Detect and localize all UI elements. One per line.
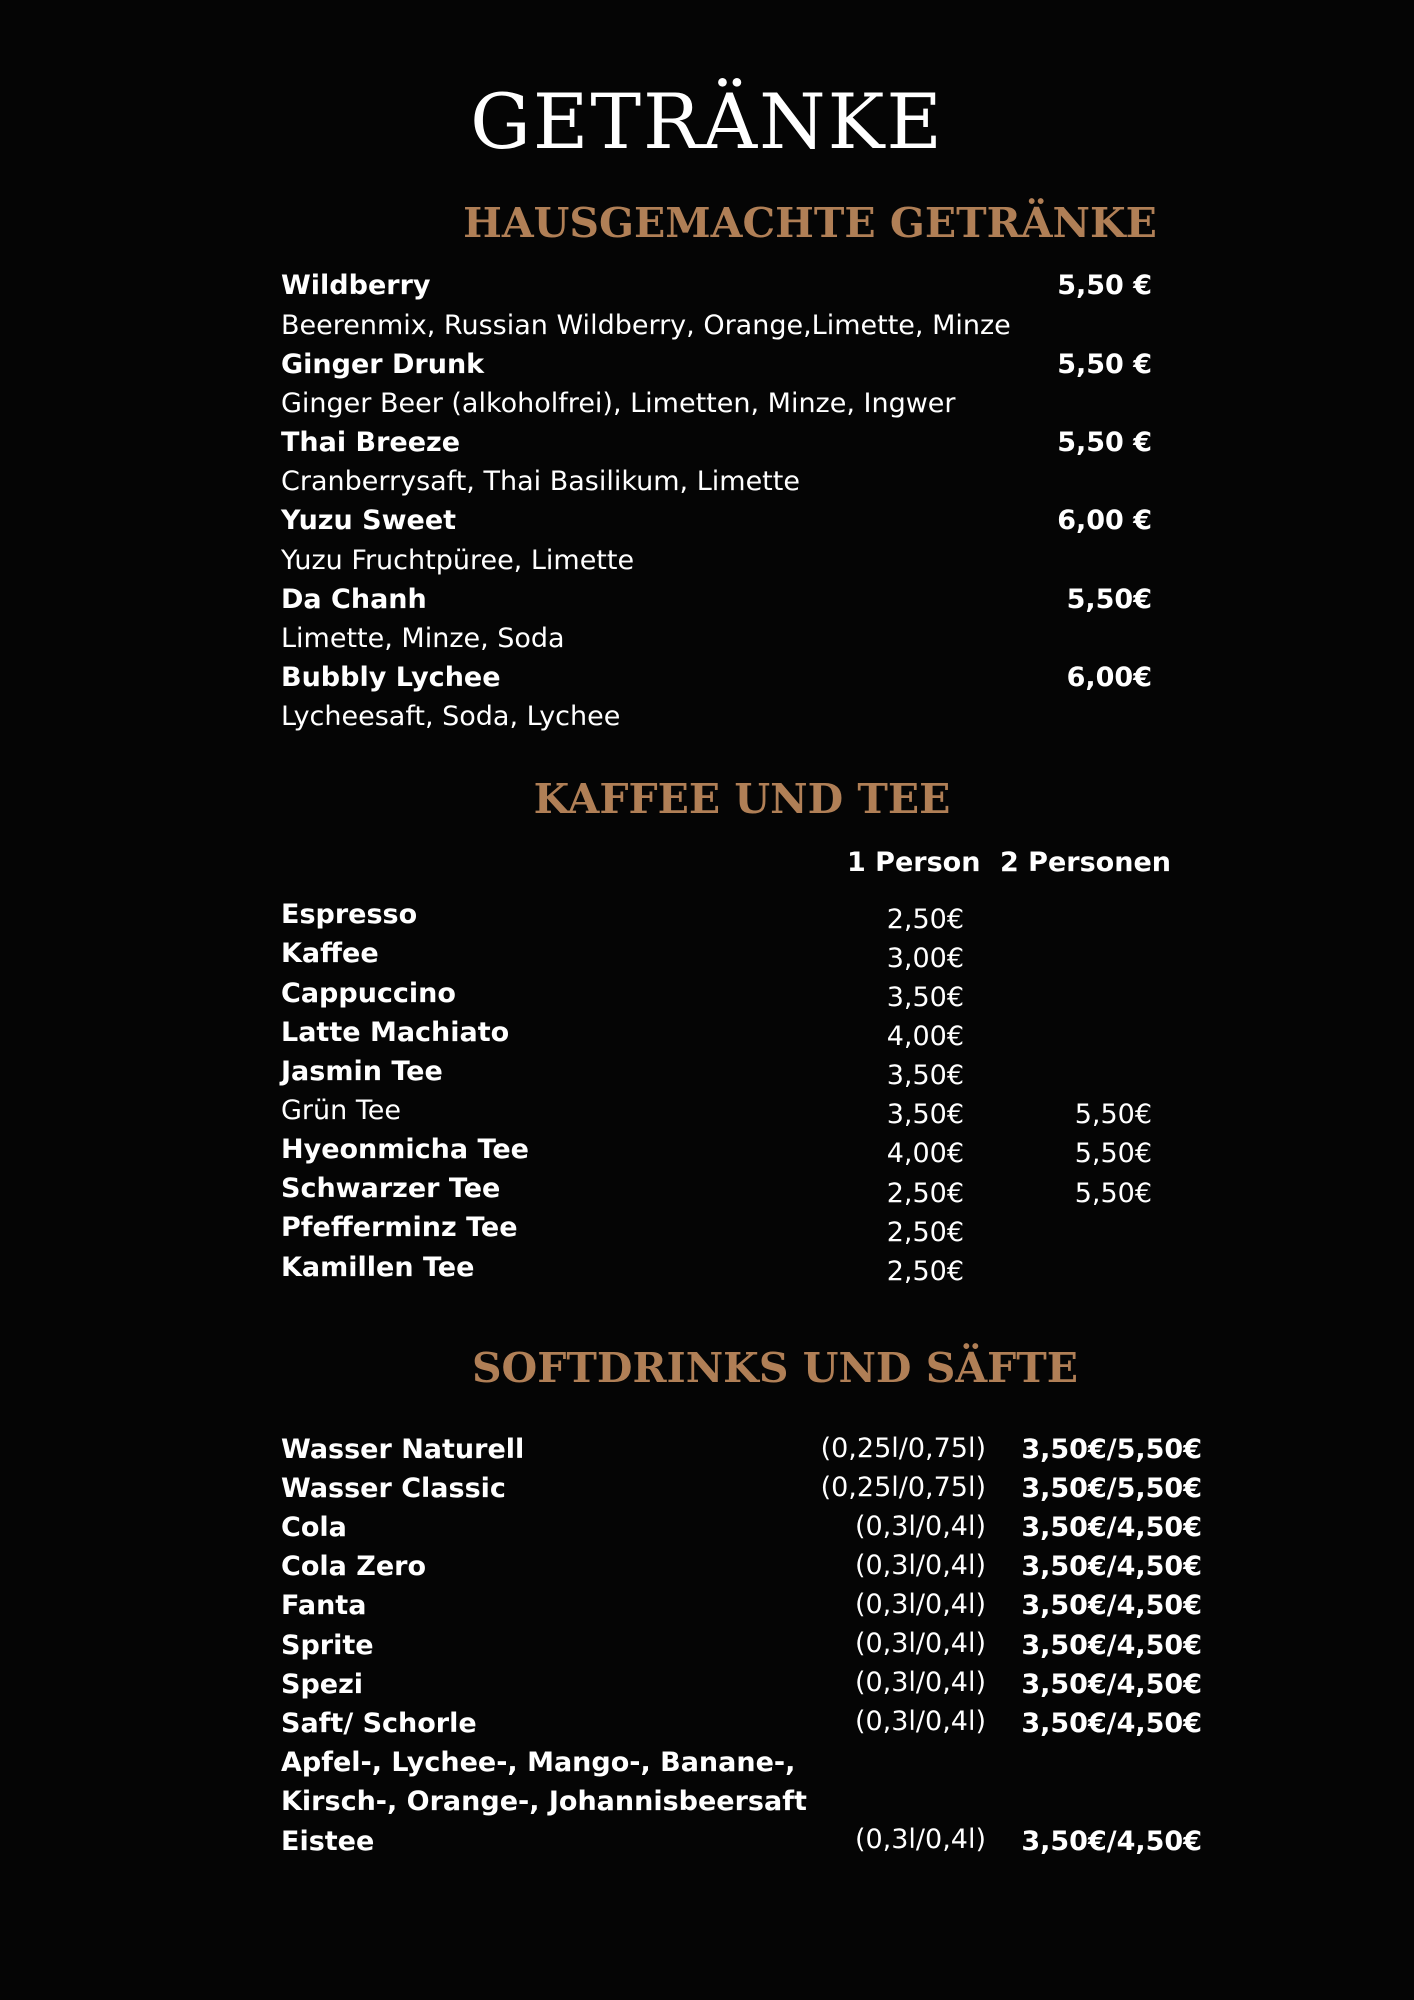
menu-item-name: Ginger Drunk: [281, 349, 485, 380]
column-header-1-person: 1 Person: [847, 847, 981, 878]
section-heading-coffee: KAFFEE UND TEE: [533, 775, 951, 823]
size-label: (0,3l/0,4l): [854, 1550, 986, 1581]
menu-item-name: Sprite: [281, 1630, 374, 1661]
menu-item-name: Wasser Classic: [281, 1473, 506, 1504]
menu-item-description: Yuzu Fruchtpüree, Limette: [281, 545, 635, 576]
menu-item-name: Kamillen Tee: [281, 1252, 475, 1283]
menu-item-name: Da Chanh: [281, 584, 427, 615]
price-1-person: 2,50€: [886, 1178, 964, 1209]
menu-item-description: Lycheesaft, Soda, Lychee: [281, 701, 621, 732]
size-label: (0,3l/0,4l): [854, 1511, 986, 1542]
menu-item-name: Thai Breeze: [281, 427, 461, 458]
price-label: 3,50€/5,50€: [1021, 1434, 1202, 1465]
price-1-person: 2,50€: [886, 904, 964, 935]
price-2-personen: 5,50€: [1074, 1138, 1152, 1169]
menu-item-name: Jasmin Tee: [281, 1056, 443, 1087]
price-1-person: 3,00€: [886, 943, 964, 974]
menu-item-name: Espresso: [281, 899, 418, 930]
size-label: (0,25l/0,75l): [820, 1472, 986, 1503]
price-label: 3,50€/4,50€: [1021, 1669, 1202, 1700]
price-1-person: 3,50€: [886, 1099, 964, 1130]
price-label: 3,50€/4,50€: [1021, 1512, 1202, 1543]
menu-item-name: Cappuccino: [281, 978, 456, 1009]
page-title: GETRÄNKE: [470, 77, 944, 166]
menu-item-name: Cola: [281, 1512, 347, 1543]
size-label: (0,3l/0,4l): [854, 1628, 986, 1659]
menu-item-description: Ginger Beer (alkoholfrei), Limetten, Minze, Ingwer: [281, 388, 956, 419]
menu-item-description: Beerenmix, Russian Wildberry, Orange,Limette, Minze: [281, 310, 1011, 341]
section-heading-house: HAUSGEMACHTE GETRÄNKE: [463, 199, 1157, 247]
menu-item-name: Bubbly Lychee: [281, 662, 501, 693]
menu-item-name: Pfefferminz Tee: [281, 1212, 518, 1243]
menu-item-name: Eistee: [281, 1826, 375, 1857]
menu-item-name: Grün Tee: [281, 1095, 401, 1126]
menu-item-price: 6,00 €: [1057, 505, 1152, 536]
menu-item-name: Latte Machiato: [281, 1017, 510, 1048]
price-1-person: 2,50€: [886, 1217, 964, 1248]
menu-item-name: Hyeonmicha Tee: [281, 1134, 529, 1165]
menu-item-name: Wildberry: [281, 270, 431, 301]
menu-item-name: Saft/ Schorle: [281, 1708, 477, 1739]
price-1-person: 4,00€: [886, 1138, 964, 1169]
juice-varieties-line: Kirsch-, Orange-, Johannisbeersaft: [281, 1786, 807, 1817]
price-2-personen: 5,50€: [1074, 1178, 1152, 1209]
menu-item-description: Limette, Minze, Soda: [281, 623, 565, 654]
column-header-2-personen: 2 Personen: [1000, 847, 1171, 878]
menu-item-price: 5,50 €: [1057, 349, 1152, 380]
menu-item-name: Yuzu Sweet: [281, 505, 457, 536]
price-1-person: 3,50€: [886, 982, 964, 1013]
price-label: 3,50€/4,50€: [1021, 1590, 1202, 1621]
price-1-person: 4,00€: [886, 1021, 964, 1052]
menu-item-name: Cola Zero: [281, 1551, 426, 1582]
size-label: (0,3l/0,4l): [854, 1667, 986, 1698]
price-label: 3,50€/5,50€: [1021, 1473, 1202, 1504]
price-2-personen: 5,50€: [1074, 1099, 1152, 1130]
menu-item-description: Cranberrysaft, Thai Basilikum, Limette: [281, 466, 800, 497]
size-label: (0,3l/0,4l): [854, 1824, 986, 1855]
size-label: (0,3l/0,4l): [854, 1589, 986, 1620]
menu-item-price: 5,50€: [1066, 584, 1152, 615]
price-label: 3,50€/4,50€: [1021, 1708, 1202, 1739]
price-1-person: 2,50€: [886, 1256, 964, 1287]
menu-item-name: Fanta: [281, 1590, 367, 1621]
menu-item-price: 5,50 €: [1057, 427, 1152, 458]
size-label: (0,25l/0,75l): [820, 1433, 986, 1464]
menu-item-price: 5,50 €: [1057, 270, 1152, 301]
price-1-person: 3,50€: [886, 1060, 964, 1091]
size-label: (0,3l/0,4l): [854, 1706, 986, 1737]
menu-item-name: Spezi: [281, 1669, 364, 1700]
menu-item-name: Kaffee: [281, 938, 379, 969]
price-label: 3,50€/4,50€: [1021, 1826, 1202, 1857]
price-label: 3,50€/4,50€: [1021, 1551, 1202, 1582]
price-label: 3,50€/4,50€: [1021, 1630, 1202, 1661]
menu-item-name: Schwarzer Tee: [281, 1173, 501, 1204]
menu-item-price: 6,00€: [1066, 662, 1152, 693]
juice-varieties-line: Apfel-, Lychee-, Mango-, Banane-,: [281, 1747, 796, 1778]
section-heading-soft: SOFTDRINKS UND SÄFTE: [471, 1344, 1079, 1392]
menu-item-name: Wasser Naturell: [281, 1434, 525, 1465]
